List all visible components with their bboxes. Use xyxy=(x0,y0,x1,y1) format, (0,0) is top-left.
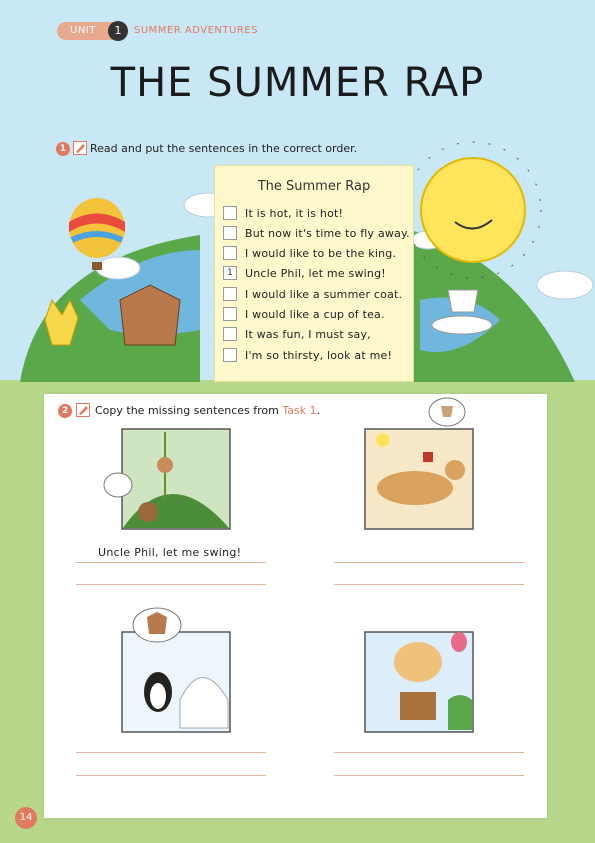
order-box[interactable] xyxy=(223,226,237,240)
rap-line-text: It was fun, I must say, xyxy=(245,327,371,341)
writing-line[interactable] xyxy=(76,775,266,776)
writing-line[interactable] xyxy=(334,752,524,753)
rap-line-text: I'm so thirsty, look at me! xyxy=(245,348,393,362)
task2-instruction xyxy=(95,404,320,417)
task1-instruction: Read and put the sentences in the correct order. xyxy=(90,142,358,155)
writing-line[interactable] xyxy=(334,562,524,563)
rap-line-row xyxy=(223,245,396,261)
unit-title: SUMMER ADVENTURES xyxy=(134,25,258,36)
rap-card xyxy=(214,165,414,382)
rap-line-text: But now it's time to fly away. xyxy=(245,226,410,240)
writing-line[interactable] xyxy=(76,562,266,563)
answer-1: Uncle Phil, let me swing! xyxy=(98,546,242,559)
order-box[interactable] xyxy=(223,307,237,321)
writing-line[interactable] xyxy=(76,584,266,585)
task1-link[interactable]: Task 1 xyxy=(282,404,317,417)
rap-line-row xyxy=(223,326,371,342)
page-title: THE SUMMER RAP xyxy=(110,60,485,106)
order-box[interactable] xyxy=(223,327,237,341)
rap-card-title: The Summer Rap xyxy=(257,179,371,194)
rap-line-text: Uncle Phil, let me swing! xyxy=(245,266,386,280)
cloud-icon xyxy=(96,257,140,279)
rap-line-row xyxy=(223,306,385,322)
order-box[interactable] xyxy=(223,287,237,301)
rap-line-row xyxy=(223,265,386,281)
task2-instruction-suffix: . xyxy=(316,404,321,417)
unit-label: UNIT xyxy=(70,25,96,36)
rap-line-row xyxy=(223,286,402,302)
rap-line-row xyxy=(223,347,392,363)
page-number: 14 xyxy=(15,807,37,829)
rap-line-text: I would like to be the king. xyxy=(245,246,397,260)
order-box[interactable] xyxy=(223,348,237,362)
rap-line-text: It is hot, it is hot! xyxy=(245,206,344,220)
pencil-icon xyxy=(76,403,90,417)
rap-line-text: I would like a cup of tea. xyxy=(245,307,385,321)
task2-number-badge: 2 xyxy=(58,404,72,418)
order-box[interactable]: 1 xyxy=(223,266,237,280)
order-box[interactable] xyxy=(223,246,237,260)
order-box[interactable] xyxy=(223,206,237,220)
writing-line[interactable] xyxy=(76,752,266,753)
rap-line-row xyxy=(223,225,410,241)
writing-line[interactable] xyxy=(334,775,524,776)
rap-line-row xyxy=(223,205,343,221)
writing-line[interactable] xyxy=(334,584,524,585)
task2-instruction-prefix: Copy the missing sentences from xyxy=(95,404,283,417)
unit-number-badge: 1 xyxy=(108,21,128,41)
pencil-icon xyxy=(73,141,87,155)
cloud-icon xyxy=(537,271,593,299)
task1-number-badge: 1 xyxy=(56,142,70,156)
rap-line-text: I would like a summer coat. xyxy=(245,287,403,301)
task2-paper xyxy=(44,394,547,818)
